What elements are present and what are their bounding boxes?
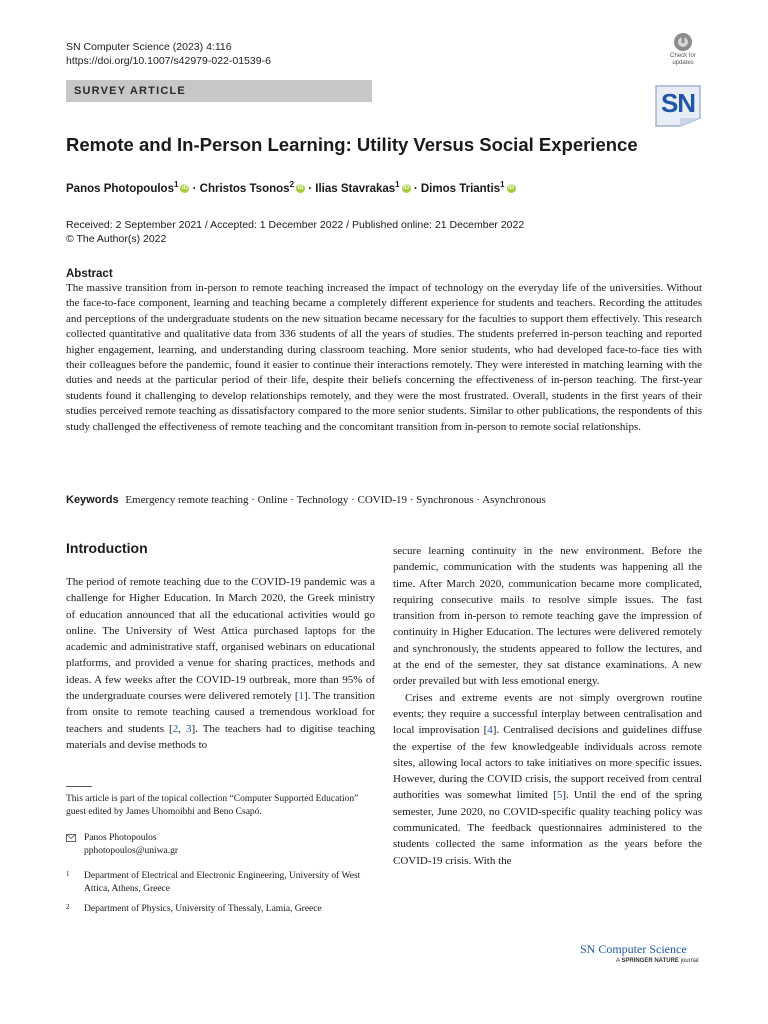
author-name[interactable]: Christos Tsonos (199, 182, 290, 195)
author-affiliation-number: 1 (173, 180, 179, 189)
keywords-list: Emergency remote teaching · Online · Technology · COVID-19 · Synchronous · Asynchronous (125, 494, 546, 506)
citation-link[interactable]: 5 (556, 789, 563, 802)
keywords-label: Keywords (66, 494, 119, 506)
body-text: ]. The teachers had to digitise teaching materials and devise methods to (66, 722, 376, 751)
author-separator: · (305, 182, 316, 195)
intro-left-column (66, 574, 375, 753)
body-text: ]. Until the end of the spring semester, June 2020, no COVID-specific quality teaching policy was communicated. The feedback questionnaires administered to the students collected the same information as the years before the COVID-19 crisis. With the (393, 789, 703, 867)
publisher-brand: SPRINGER NATURE (621, 958, 679, 964)
introduction-heading: Introduction (66, 540, 148, 556)
body-text: Crises and extreme events are not simply overgrown routine events; they require a successful interplay between centralisation and local improvisation [ (393, 691, 702, 737)
author-affiliation-number: 1 (500, 180, 505, 189)
sn-logo (652, 80, 704, 132)
affiliation-number: 1 (66, 870, 70, 878)
author-separator: · (189, 182, 200, 195)
envelope-icon (66, 834, 76, 842)
journal-citation: SN Computer Science (2023) 4:116 (66, 41, 232, 53)
abstract-text: The massive transition from in-person to remote teaching increased the impact of technology on the everyday life of the universities. Without the face-to-face component, learning and teaching became a completely different experience for students and teachers. Recording the attitudes and perceptions of the undergraduate students on the new situation became necessary for the faculties to support them effectively. This research collected quantitative and qualitative data from 336 students of all the years of studies. The students preferred in-person teaching and reported higher engagement, learning, and understanding during classroom teaching. More senior students, who had developed face-to-face ties with their colleagues before the pandemic, found it easier to continue their interactions remotely. They were interested in matching learning with the duties and needs at the particular period of their life, despite their beliefs concerning the effectiveness of in-person teaching. The first-year students found it challenging to develop relationships remotely, and they were the most frustrated. Overall, students in the first years of their studies perceived remote teaching as dissatisfactory compared to the more senior students. Similar to other publications, the respondents of this study challenged the effectiveness of remote teaching and the concomitant transition from in-person to remote social relationships. (66, 282, 702, 433)
citation-link[interactable]: 1 (298, 690, 305, 703)
orcid-icon[interactable]: iD (297, 185, 304, 192)
body-paragraph: secure learning continuity in the new environment. Before the pandemic, communication with the students was happening all the time. After March 2020, communication became more complicated, requiring consecutive mails to resolve simple issues. The fast transition from in-person to remote teaching gave the impression of continuity in Higher Education. The lectures were delivered remotely and synchronously, the students appeared to follow the lectures, and at the end of the semester, they sat distance examinations. A new order prevailed but with less emotional energy. (393, 545, 702, 688)
corresponding-author (66, 832, 366, 857)
author-list (66, 180, 516, 195)
publisher-suffix: journal (680, 958, 699, 964)
body-text: ]. The transition from onsite to remote teaching caused a tremendous workload for teachers and students [ (66, 690, 375, 735)
body-text: ]. Centralised decisions and guidelines diffuse the expertise of the few knowledgeable individuals across remote sites, allowing local actors to take initiatives on more specific issues. However, during the COVID crisis, the support received from central authorities was somewhat limited [ (393, 724, 702, 802)
author-separator: · (410, 182, 421, 195)
collection-footnote: This article is part of the topical collection “Computer Supported Education” guest edited by James Uhomoibhi and Beno Csapó. (66, 794, 359, 817)
citation-link[interactable]: 2 (172, 722, 179, 735)
footer-publisher (616, 958, 699, 964)
abstract-heading: Abstract (66, 268, 113, 280)
doi-link[interactable]: https://doi.org/10.1007/s42979-022-01539-6 (66, 55, 271, 67)
article-title: Remote and In-Person Learning: Utility Versus Social Experience (66, 134, 638, 155)
citation-separator: , (178, 722, 186, 735)
footer-journal-name: SN Computer Science (580, 942, 687, 956)
section-label: SURVEY ARTICLE (66, 80, 372, 102)
affiliation-text: Department of Physics, University of Thessaly, Lamia, Greece (84, 904, 322, 914)
orcid-icon[interactable]: iD (181, 185, 188, 192)
author-name[interactable]: Dimos Triantis (420, 182, 501, 195)
body-paragraph (393, 690, 702, 869)
citation-link[interactable]: 3 (185, 722, 192, 735)
publisher-prefix: A (616, 958, 620, 964)
affiliation-text: Department of Electrical and Electronic Engineering, University of West Attica, Athens, Greece (84, 871, 361, 894)
orcid-icon[interactable]: iD (508, 185, 515, 192)
citation-link[interactable]: 4 (487, 724, 493, 737)
affiliation-number: 2 (66, 903, 70, 911)
body-text: The period of remote teaching due to the COVID-19 pandemic was a challenge for Higher Education. In March 2020, the Greek ministry of education announced that all the educational activities would go online. The University of West Attica purchased laptops for the academic and administrative staff, organised webinars on educational platforms, and provided a venue for sharing practices, methods and ideas. A few weeks after the COVID-19 outbreak, more than 95% of the undergraduate courses were delivered remotely [ (66, 576, 375, 703)
author-name[interactable]: Ilias Stavrakas (315, 182, 396, 195)
intro-right-column (393, 543, 702, 869)
publication-dates (66, 218, 524, 246)
check-updates-line1: Check for (670, 53, 696, 59)
sn-logo-text: SN (660, 88, 696, 118)
footnote-divider (66, 786, 92, 787)
copyright-notice: © The Author(s) 2022 (66, 233, 167, 245)
contact-name: Panos Photopoulos (84, 833, 157, 843)
history-dates: Received: 2 September 2021 / Accepted: 1 December 2022 / Published online: 21 December 2022 (66, 219, 525, 231)
orcid-icon[interactable]: iD (403, 185, 410, 192)
keywords-line (66, 494, 546, 506)
author-name[interactable]: Panos Photopoulos (66, 182, 174, 195)
check-updates-line2: updates (672, 60, 694, 66)
author-affiliation-number: 2 (289, 180, 295, 189)
author-affiliation-number: 1 (395, 180, 400, 189)
contact-email[interactable]: pphotopoulos@uniwa.gr (84, 845, 178, 856)
check-for-updates-badge[interactable] (662, 30, 704, 70)
